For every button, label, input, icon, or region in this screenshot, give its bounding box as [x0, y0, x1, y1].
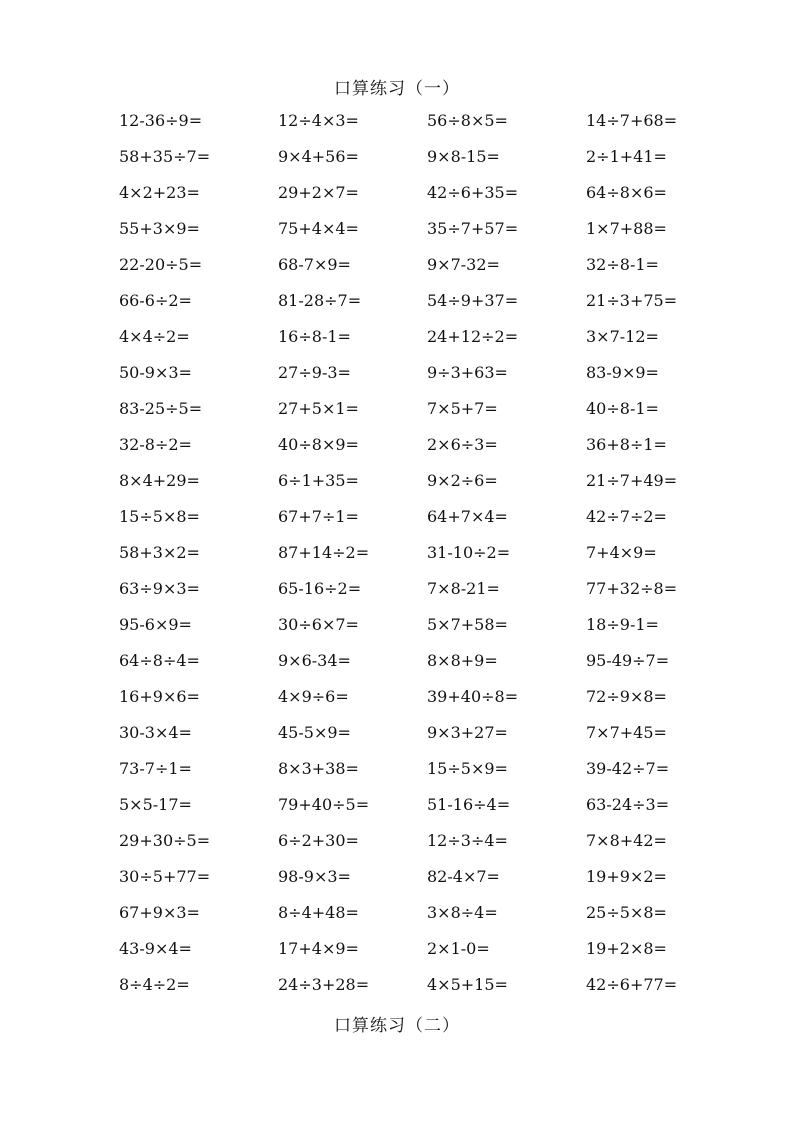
problem-item: 75+4×4= [278, 219, 359, 238]
problem-item: 42÷7÷2= [586, 507, 667, 526]
problem-item: 8×3+38= [278, 759, 359, 778]
problem-item: 9×8-15= [427, 147, 500, 166]
problem-item: 7+4×9= [586, 543, 657, 562]
problem-item: 39+40÷8= [427, 687, 519, 706]
problem-item: 95-49÷7= [586, 651, 670, 670]
problem-item: 24÷3+28= [278, 975, 370, 994]
problem-item: 27+5×1= [278, 399, 359, 418]
problem-item: 82-4×7= [427, 867, 500, 886]
problem-item: 45-5×9= [278, 723, 351, 742]
problem-item: 65-16÷2= [278, 579, 362, 598]
problem-item: 27÷9-3= [278, 363, 351, 382]
problem-item: 56÷8×5= [427, 111, 508, 130]
problem-item: 16÷8-1= [278, 327, 351, 346]
problem-item: 29+2×7= [278, 183, 359, 202]
problem-item: 7×7+45= [586, 723, 667, 742]
problem-item: 39-42÷7= [586, 759, 670, 778]
problem-item: 63-24÷3= [586, 795, 670, 814]
problem-item: 5×5-17= [119, 795, 192, 814]
problem-item: 9×3+27= [427, 723, 508, 742]
problem-item: 22-20÷5= [119, 255, 203, 274]
problem-item: 31-10÷2= [427, 543, 511, 562]
problem-item: 64÷8×6= [586, 183, 667, 202]
problem-item: 64+7×4= [427, 507, 508, 526]
problem-item: 2×6÷3= [427, 435, 498, 454]
problem-item: 6÷2+30= [278, 831, 359, 850]
problem-item: 35÷7+57= [427, 219, 519, 238]
problem-item: 12÷4×3= [278, 111, 359, 130]
problem-item: 42÷6+35= [427, 183, 519, 202]
problem-item: 8÷4÷2= [119, 975, 190, 994]
problem-item: 5×7+58= [427, 615, 508, 634]
problem-item: 36+8÷1= [586, 435, 667, 454]
problem-item: 25÷5×8= [586, 903, 667, 922]
problem-item: 77+32÷8= [586, 579, 678, 598]
problem-item: 21÷3+75= [586, 291, 678, 310]
problem-item: 19+9×2= [586, 867, 667, 886]
problem-item: 8×4+29= [119, 471, 200, 490]
problem-item: 67+9×3= [119, 903, 200, 922]
problem-item: 19+2×8= [586, 939, 667, 958]
problem-item: 1×7+88= [586, 219, 667, 238]
problem-item: 29+30÷5= [119, 831, 211, 850]
problem-item: 9×4+56= [278, 147, 359, 166]
problem-item: 30÷6×7= [278, 615, 359, 634]
problem-item: 83-25÷5= [119, 399, 203, 418]
problem-item: 72÷9×8= [586, 687, 667, 706]
problem-item: 51-16÷4= [427, 795, 511, 814]
problem-item: 8÷4+48= [278, 903, 359, 922]
problem-item: 95-6×9= [119, 615, 192, 634]
problem-item: 58+3×2= [119, 543, 200, 562]
problem-item: 24+12÷2= [427, 327, 519, 346]
problem-item: 30-3×4= [119, 723, 192, 742]
problem-item: 32÷8-1= [586, 255, 659, 274]
problem-item: 6÷1+35= [278, 471, 359, 490]
problem-item: 58+35÷7= [119, 147, 211, 166]
problem-item: 50-9×3= [119, 363, 192, 382]
problem-item: 87+14÷2= [278, 543, 370, 562]
problem-item: 4×5+15= [427, 975, 508, 994]
problem-item: 83-9×9= [586, 363, 659, 382]
problem-item: 21÷7+49= [586, 471, 678, 490]
problem-item: 7×5+7= [427, 399, 498, 418]
problem-item: 8×8+9= [427, 651, 498, 670]
problem-item: 4×4÷2= [119, 327, 190, 346]
problem-item: 12÷3÷4= [427, 831, 508, 850]
problem-item: 42÷6+77= [586, 975, 678, 994]
problem-item: 7×8+42= [586, 831, 667, 850]
problem-item: 81-28÷7= [278, 291, 362, 310]
problem-item: 67+7÷1= [278, 507, 359, 526]
problem-item: 9×2÷6= [427, 471, 498, 490]
problem-item: 18÷9-1= [586, 615, 659, 634]
problem-grid [119, 108, 719, 1008]
problem-item: 4×9÷6= [278, 687, 349, 706]
problem-item: 40÷8-1= [586, 399, 659, 418]
problem-item: 4×2+23= [119, 183, 200, 202]
problem-item: 63÷9×3= [119, 579, 200, 598]
problem-item: 7×8-21= [427, 579, 500, 598]
problem-item: 16+9×6= [119, 687, 200, 706]
problem-item: 40÷8×9= [278, 435, 359, 454]
problem-item: 3×7-12= [586, 327, 659, 346]
problem-item: 9×7-32= [427, 255, 500, 274]
problem-item: 54÷9+37= [427, 291, 519, 310]
problem-item: 9÷3+63= [427, 363, 508, 382]
section-title-2: 口算练习（二） [334, 1016, 460, 1036]
problem-item: 2÷1+41= [586, 147, 667, 166]
problem-item: 30÷5+77= [119, 867, 211, 886]
problem-item: 68-7×9= [278, 255, 351, 274]
problem-item: 17+4×9= [278, 939, 359, 958]
section-title-1: 口算练习（一） [334, 79, 460, 99]
problem-item: 66-6÷2= [119, 291, 192, 310]
problem-item: 15÷5×8= [119, 507, 200, 526]
problem-item: 2×1-0= [427, 939, 490, 958]
problem-item: 12-36÷9= [119, 111, 203, 130]
problem-item: 9×6-34= [278, 651, 351, 670]
problem-item: 43-9×4= [119, 939, 192, 958]
problem-item: 3×8÷4= [427, 903, 498, 922]
problem-item: 55+3×9= [119, 219, 200, 238]
problem-item: 15÷5×9= [427, 759, 508, 778]
problem-item: 32-8÷2= [119, 435, 192, 454]
problem-item: 79+40÷5= [278, 795, 370, 814]
problem-item: 64÷8÷4= [119, 651, 200, 670]
problem-item: 14÷7+68= [586, 111, 678, 130]
problem-item: 73-7÷1= [119, 759, 192, 778]
problem-item: 98-9×3= [278, 867, 351, 886]
